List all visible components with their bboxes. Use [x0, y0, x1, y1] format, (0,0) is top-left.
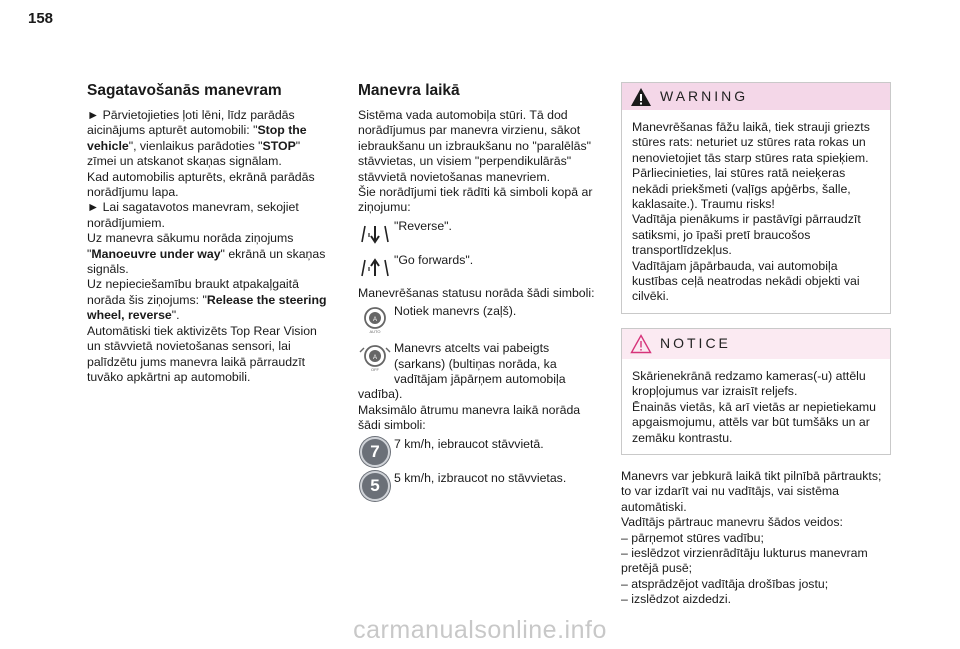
section-heading-preparation: Sagatavošanās manevram	[87, 82, 282, 99]
page-number: 158	[28, 10, 54, 27]
paragraph: Sistēma vada automobiļa stūri. Tā dod norādījumus par manevra virzienu, sākot iebraukšanu un izbraukšanu no "paralēlās" stāvvietas, un visiem "perpendikulārās" stāvvietā novietošanas manevriem.	[358, 108, 591, 184]
notice-triangle-icon	[630, 334, 652, 354]
speed-5-badge: 5	[360, 471, 390, 501]
paragraph: Manevrēšanas statusu norāda šādi simboli:	[358, 285, 595, 300]
symbol-row-speed-5	[358, 470, 598, 502]
svg-text:A: A	[372, 355, 378, 362]
list-item: – pārņemot stūres vadību;	[621, 530, 764, 545]
paragraph: Manevrēšanas fāžu laikā, tiek strauji griezts stūres rats: neturiet uz stūres rata rokas un nenovietojiet tās starp stūres rata spieķiem. Pārliecinieties, lai stūres ratā neieķeras nekādi priekšmeti (vaļīgs apģērbs, šalle, kaklasaite.). Traumu risks!	[632, 120, 870, 212]
paragraph: Maksimālo ātrumu manevra laikā norāda šādi simboli:	[358, 402, 581, 433]
paragraph: Vadītāja pienākums ir pastāvīgi pārraudzīt satiksmi, jo īpaši pretī braucošos transportlīdzekļus.	[632, 212, 861, 258]
symbol-row-reverse	[358, 218, 598, 250]
section-heading-during: Manevra laikā	[358, 82, 460, 99]
column-preparation	[87, 82, 327, 385]
notice-box	[621, 328, 891, 455]
symbol-text: Notiek manevrs (zaļš).	[394, 304, 517, 319]
symbol-row-in-progress	[358, 303, 598, 335]
symbol-text: "Reverse".	[394, 218, 452, 233]
paragraph: Vadītājs pārtrauc manevru šādos veidos:	[621, 515, 843, 530]
paragraph: ► Pārvietojieties ļoti lēni, līdz parādās aicinājums apturēt automobili: "Stop the vehicle", vienlaikus parādoties "STOP" zīmei un atskanot skaņas signālam.	[87, 108, 307, 169]
column-warnings	[621, 82, 891, 608]
svg-text:OFF: OFF	[371, 367, 379, 373]
list-item: – izslēdzot aizdedzi.	[621, 592, 732, 607]
paragraph: Vadītājam jāpārbauda, vai automobiļa kustības ceļā neatrodas nekādi objekti vai cilvēki.	[632, 258, 860, 304]
speed-7-badge: 7	[360, 437, 390, 467]
paragraph: Skārienekrānā redzamo kameras(-u) attēlu kropļojumus var izraisīt reljefs.	[632, 368, 866, 399]
svg-text:A: A	[372, 317, 378, 324]
symbol-row-cancelled	[358, 341, 598, 403]
warning-body	[622, 110, 890, 313]
svg-text:AUTO: AUTO	[369, 329, 381, 335]
watermark: carmanualsonline.info	[353, 616, 607, 644]
warning-box	[621, 82, 891, 314]
paragraph: ► Lai sagatavotos manevram, sekojiet norādījumiem.	[87, 200, 299, 230]
paragraph: Manevrs var jebkurā laikā tikt pilnībā pārtraukts; to var izdarīt vai nu vadītājs, vai sistēma automātiski.	[621, 468, 882, 514]
steering-wheel-off-icon	[358, 341, 392, 373]
paragraph: Šie norādījumi tiek rādīti kā simboli kopā ar ziņojumu:	[358, 185, 593, 215]
column-during-manoeuvre	[358, 82, 598, 504]
notice-title: NOTICE	[660, 335, 731, 352]
steering-wheel-icon	[358, 303, 392, 335]
paragraph: Kad automobilis apturēts, ekrānā parādās norādījumu lapa.	[87, 169, 315, 200]
notice-header	[622, 329, 890, 359]
symbol-row-speed-7	[358, 436, 598, 468]
paragraph: Ēnainās vietās, kā arī vietās ar nepietiekamu apgaismojumu, attēls var būt tumšāks un ar zemāku kontrastu.	[632, 399, 877, 445]
paragraph: Automātiski tiek aktivizēts Top Rear Vision un stāvvietā novietošanas sensori, lai palīdzētu jums manevra laikā pārraudzīt tuvāko apkārtni ap automobili.	[87, 323, 317, 384]
speed-limit-icon	[358, 470, 392, 502]
reverse-arrow-icon	[358, 218, 392, 250]
symbol-text: Manevrs atcelts vai pabeigts (sarkans) (bultiņas norāda, ka vadītājam jāpārņem automobiļa vadība).	[358, 341, 566, 402]
warning-title: WARNING	[660, 87, 749, 104]
paragraph: Uz manevra sākumu norāda ziņojums "Manoeuvre under way" ekrānā un skaņas signāls.	[87, 231, 326, 277]
symbol-text: 5 km/h, izbraucot no stāvvietas.	[394, 470, 567, 485]
warning-triangle-icon	[630, 87, 652, 107]
speed-limit-icon	[358, 436, 392, 468]
list-item: – atsprādzējot vadītāja drošības jostu;	[621, 576, 829, 591]
paragraph: Uz nepieciešamību braukt atpakaļgaitā norāda šis ziņojums: "Release the steering wheel, reverse".	[87, 277, 327, 323]
symbol-text: 7 km/h, iebraucot stāvvietā.	[394, 436, 544, 451]
warning-header	[622, 83, 890, 110]
notice-body	[622, 359, 890, 454]
symbol-row-forward	[358, 252, 598, 284]
forward-arrow-icon	[358, 252, 392, 284]
symbol-text: "Go forwards".	[394, 252, 474, 267]
list-item: – ieslēdzot virzienrādītāju lukturus manevram pretējā pusē;	[621, 545, 868, 576]
